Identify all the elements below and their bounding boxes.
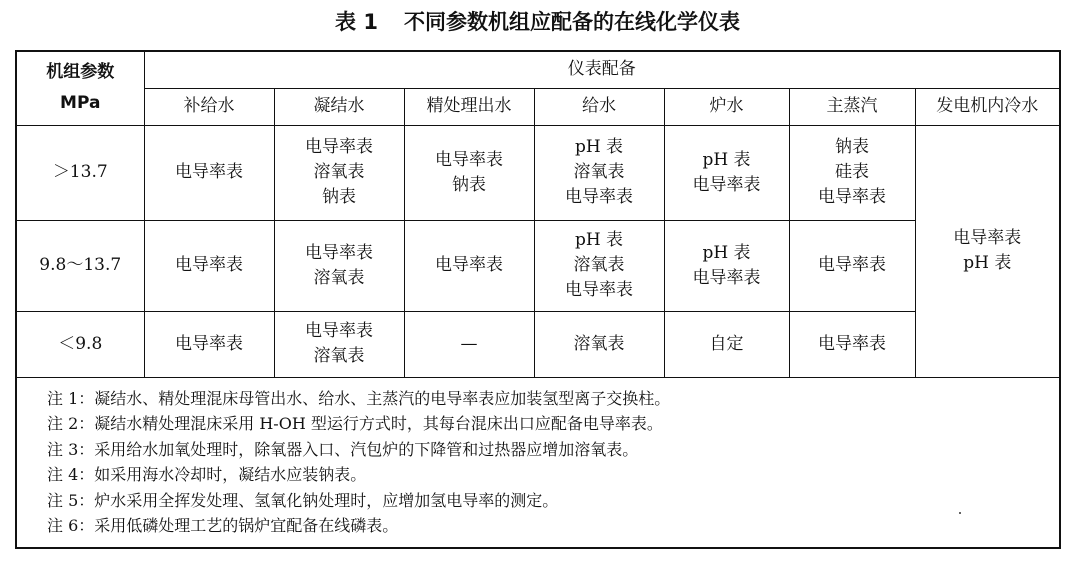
- param-header-label: 机组参数: [46, 62, 115, 83]
- header-row-1: [16, 51, 1060, 88]
- instrument-table: [15, 50, 1061, 549]
- generator-cooling-water-cell: 电导率表 pH 表: [915, 125, 1060, 377]
- table-cell: pH 表 溶氧表 电导率表: [534, 125, 664, 220]
- table-cell: 电导率表 钠表: [404, 125, 534, 220]
- header-row-2: [16, 88, 1060, 125]
- notes-row: [16, 377, 1060, 548]
- note-line: 注 5：炉水采用全挥发处理、氢氧化钠处理时，应增加氢电导率的测定。: [47, 490, 559, 510]
- table-row: [16, 220, 1060, 311]
- table-cell: 自定: [664, 311, 789, 377]
- param-cell: 9.8～13.7: [16, 220, 144, 311]
- table-cell: pH 表 电导率表: [664, 220, 789, 311]
- param-cell: ＜9.8: [16, 311, 144, 377]
- table-row: [16, 125, 1060, 220]
- param-cell: ＞13.7: [16, 125, 144, 220]
- table-cell: 电导率表 溶氧表 钠表: [274, 125, 404, 220]
- table-cell: 电导率表: [789, 220, 915, 311]
- table-cell: pH 表 电导率表: [664, 125, 789, 220]
- note-line: 注 1：凝结水、精处理混床母管出水、给水、主蒸汽的电导率表应加装氢型离子交换柱。: [47, 388, 671, 408]
- column-header: 发电机内冷水: [915, 88, 1060, 125]
- column-header: 精处理出水: [404, 88, 534, 125]
- table-cell: 电导率表: [144, 311, 274, 377]
- table-cell: 电导率表 溶氧表: [274, 311, 404, 377]
- table-cell: —: [404, 311, 534, 377]
- stray-dot: [959, 512, 961, 514]
- note-line: 注 4：如采用海水冷却时，凝结水应装钠表。: [47, 465, 367, 484]
- table-caption: 不同参数机组应配备的在线化学仪表: [403, 10, 740, 34]
- column-header: 给水: [534, 88, 664, 125]
- column-header: 主蒸汽: [789, 88, 915, 125]
- table-cell: pH 表 溶氧表 电导率表: [534, 220, 664, 311]
- table-number: 表 1: [335, 10, 378, 34]
- table-row: [16, 311, 1060, 377]
- table-cell: 电导率表: [144, 125, 274, 220]
- column-header: 炉水: [664, 88, 789, 125]
- table-cell: 电导率表: [404, 220, 534, 311]
- note-line: 注 6：采用低磷处理工艺的锅炉宜配备在线磷表。: [47, 516, 399, 535]
- column-header: 补给水: [144, 88, 274, 125]
- table-cell: 溶氧表: [534, 311, 664, 377]
- note-line: 注 2：凝结水精处理混床采用 H-OH 型运行方式时，其每台混床出口应配备电导率表。: [47, 414, 663, 433]
- table-cell: 电导率表: [144, 220, 274, 311]
- group-header: 仪表配备: [144, 51, 1060, 88]
- table-title: [0, 6, 1075, 36]
- param-header-unit: MPa: [60, 93, 101, 114]
- note-line: 注 3：采用给水加氧处理时，除氧器入口、汽包炉的下降管和过热器应增加溶氧表。: [47, 439, 639, 459]
- table-cell: 钠表 硅表 电导率表: [789, 125, 915, 220]
- param-header: [16, 51, 144, 125]
- table-cell: 电导率表 溶氧表: [274, 220, 404, 311]
- notes: [16, 377, 1060, 548]
- table-cell: 电导率表: [789, 311, 915, 377]
- column-header: 凝结水: [274, 88, 404, 125]
